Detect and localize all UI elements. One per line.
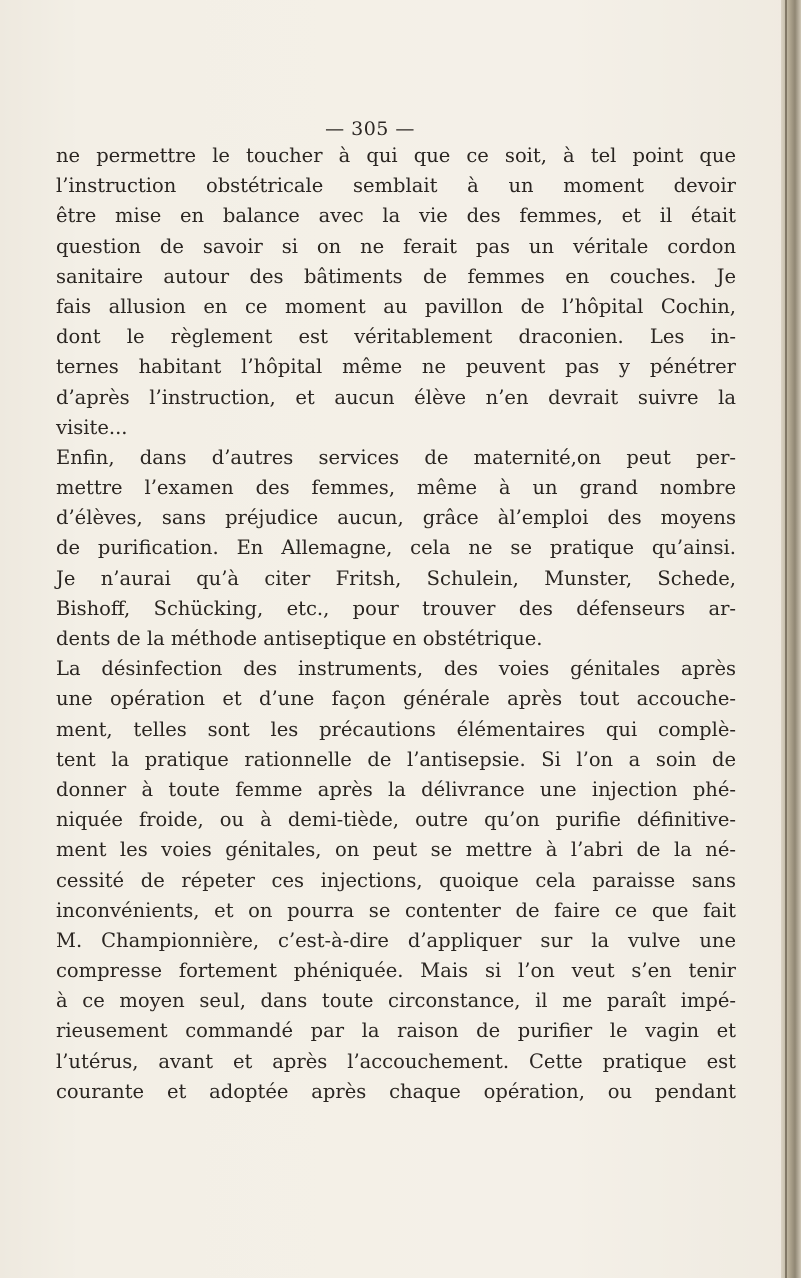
text-line: M. Championnière, c’est-à-dire d’appliquer sur la vulve une — [56, 928, 736, 952]
text-line: dont le règlement est véritablement draconien. Les in- — [56, 325, 736, 349]
text-line: cessité de répeter ces injections, quoique cela paraisse sans — [56, 868, 736, 892]
page-number: — 305 — — [325, 118, 415, 140]
text-line: tent la pratique rationnelle de l’antisepsie. Si l’on a soin de — [56, 747, 736, 771]
text-line: ment, telles sont les précautions élémentaires qui complè- — [56, 717, 736, 741]
text-line: sanitaire autour des bâtiments de femmes en couches. Je — [56, 264, 736, 288]
text-line: l’utérus, avant et après l’accouchement. Cette pratique est — [56, 1049, 736, 1073]
text-line: compresse fortement phéniquée. Mais si l’on veut s’en tenir — [56, 959, 736, 983]
text-line: l’instruction obstétricale semblait à un moment devoir — [56, 174, 736, 198]
text-line: Bishoff, Schücking, etc., pour trouver des défenseurs ar- — [56, 596, 736, 620]
text-line: question de savoir si on ne ferait pas un véritale cordon — [56, 234, 736, 258]
text-line: ment les voies génitales, on peut se mettre à l’abri de la né- — [56, 838, 736, 862]
text-line: courante et adoptée après chaque opération, ou pendant — [56, 1079, 736, 1103]
text-line: Enfin, dans d’autres services de maternité,on peut per- — [56, 445, 736, 469]
page-edge-shadow — [781, 0, 801, 1278]
text-line: une opération et d’une façon générale après tout accouche- — [56, 687, 736, 711]
text-line: à ce moyen seul, dans toute circonstance, il me paraît impé- — [56, 989, 736, 1013]
page-edge-line — [785, 0, 787, 1278]
text-line: niquée froide, ou à demi-tiède, outre qu’on purifie définitive- — [56, 808, 736, 832]
text-line: ne permettre le toucher à qui que ce soit, à tel point que — [56, 144, 736, 167]
text-line: d’après l’instruction, et aucun élève n’en devrait suivre la — [56, 385, 736, 409]
text-line: rieusement commandé par la raison de purifier le vagin et — [56, 1019, 736, 1043]
text-line: mettre l’examen des femmes, même à un grand nombre — [56, 476, 736, 500]
text-line: de purification. En Allemagne, cela ne se pratique qu’ainsi. — [56, 536, 736, 560]
text-line: inconvénients, et on pourra se contenter de faire ce que fait — [56, 898, 736, 922]
text-line: fais allusion en ce moment au pavillon de l’hôpital Cochin, — [56, 294, 736, 318]
text-line: Je n’aurai qu’à citer Fritsh, Schulein, Munster, Schede, — [56, 566, 736, 590]
text-line: d’élèves, sans préjudice aucun, grâce àl’emploi des moyens — [56, 506, 736, 530]
text-line: La désinfection des instruments, des voies génitales après — [56, 657, 736, 681]
body-text — [56, 141, 736, 1107]
text-line: dents de la méthode antiseptique en obstétrique. — [56, 627, 543, 650]
text-line: être mise en balance avec la vie des femmes, et il était — [56, 204, 736, 228]
text-line: donner à toute femme après la délivrance une injection phé- — [56, 777, 736, 801]
text-line: ternes habitant l’hôpital même ne peuvent pas y pénétrer — [56, 355, 736, 379]
text-line: visite... — [56, 415, 128, 439]
